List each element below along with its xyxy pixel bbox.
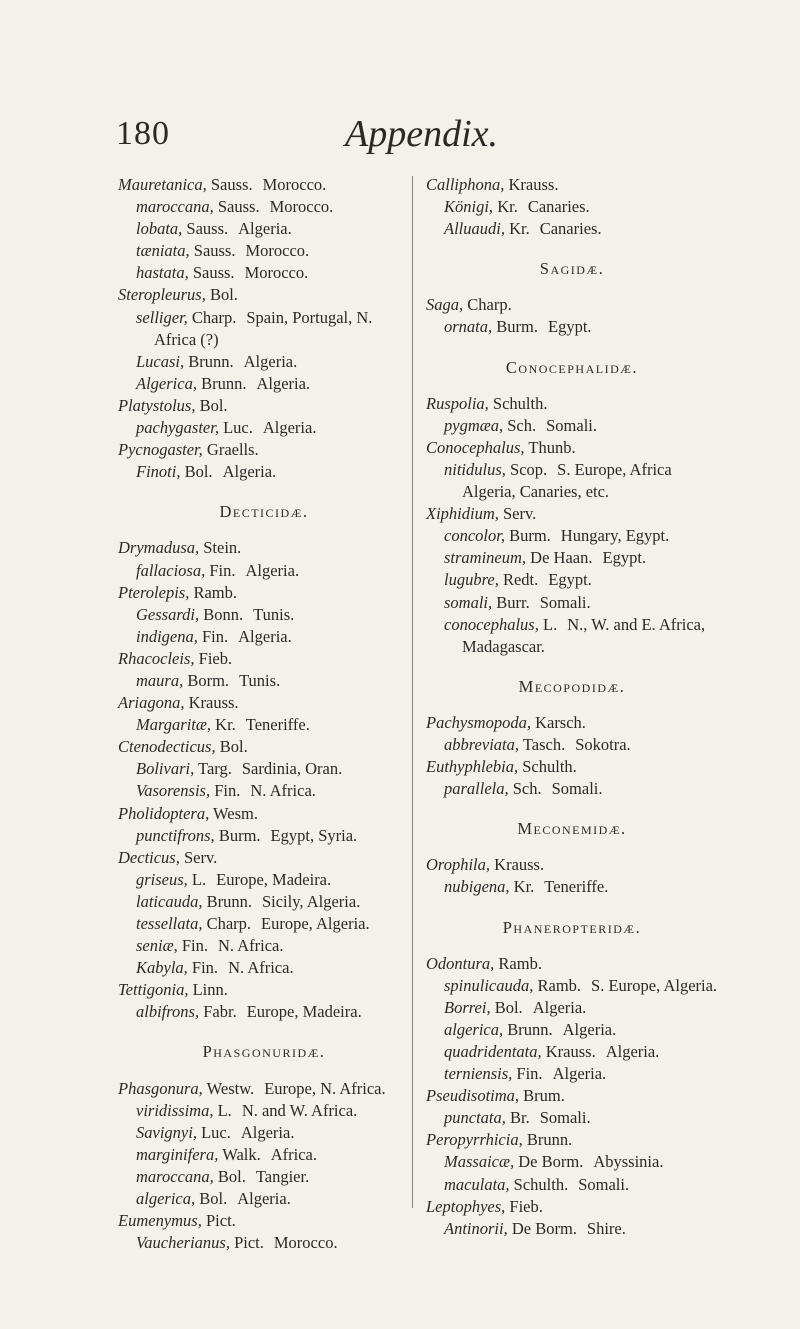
- taxon-author: Wesm.: [213, 803, 258, 823]
- taxon-author: Tasch.: [522, 734, 566, 754]
- taxon-name: selliger,: [136, 307, 188, 327]
- taxon-author: Fin.: [516, 1064, 543, 1084]
- species-entry: [426, 734, 718, 756]
- species-entry: [426, 1019, 718, 1041]
- taxon-author: Serv.: [503, 504, 537, 524]
- species-entry: [118, 825, 410, 847]
- taxon-locality: N., W. and E. Africa, Madagascar.: [462, 614, 706, 656]
- taxon-author: Pict.: [234, 1233, 264, 1253]
- species-entry: [426, 196, 718, 218]
- genus-entry: [426, 1085, 718, 1107]
- species-entry: [426, 1151, 718, 1173]
- species-entry: [426, 1063, 718, 1085]
- taxon-locality: Europe, Madeira.: [246, 1002, 362, 1022]
- taxon-locality: Europe, Algeria.: [261, 914, 370, 933]
- taxon-name: Orophila,: [426, 855, 491, 875]
- taxon-author: Bol.: [199, 1189, 228, 1209]
- genus-entry: [118, 979, 410, 1001]
- taxon-name: Ruspolia,: [426, 393, 489, 413]
- taxon-author: Fieb.: [509, 1196, 543, 1216]
- taxon-name: Drymadusa,: [118, 538, 200, 558]
- taxon-author: Fieb.: [198, 648, 233, 668]
- taxon-author: Brunn.: [526, 1130, 573, 1150]
- species-entry: [426, 997, 718, 1019]
- family-heading: Decticidæ.: [219, 502, 309, 522]
- species-entry: [118, 780, 410, 802]
- species-entry: [118, 670, 410, 692]
- taxon-author: Brunn.: [206, 891, 252, 911]
- taxon-name: Savignyi,: [136, 1122, 197, 1142]
- taxon-author: Bol.: [219, 737, 248, 757]
- taxon-locality: Sokotra.: [575, 734, 631, 754]
- species-entry: [118, 869, 410, 891]
- taxon-name: abbreviata,: [444, 734, 519, 754]
- species-entry: [118, 758, 410, 780]
- left-column: [118, 174, 410, 1254]
- taxon-locality: Egypt.: [548, 570, 592, 590]
- species-entry: [118, 626, 410, 648]
- species-entry: [426, 592, 718, 614]
- taxon-locality: Teneriffe.: [245, 715, 310, 735]
- taxon-author: Fin.: [202, 626, 229, 646]
- taxon-author: Schulth.: [513, 1174, 569, 1194]
- taxon-author: Walk.: [222, 1144, 261, 1164]
- taxon-name: stramineum,: [444, 548, 527, 568]
- taxon-name: hastata,: [136, 263, 189, 283]
- taxon-author: Krauss.: [494, 855, 545, 875]
- taxon-author: Sauss.: [192, 263, 235, 283]
- taxon-author: Kr.: [215, 715, 236, 735]
- taxon-locality: N. Africa.: [217, 936, 284, 956]
- taxon-locality: Somali.: [551, 779, 603, 799]
- taxon-author: Burm.: [218, 825, 261, 845]
- taxon-author: Targ.: [198, 759, 232, 779]
- taxon-locality: Algeria.: [245, 560, 300, 580]
- taxon-name: Alluaudi,: [444, 219, 505, 239]
- taxon-name: lobata,: [136, 219, 183, 239]
- taxon-locality: Somali.: [539, 1108, 591, 1128]
- taxon-name: Leptophyes,: [426, 1196, 506, 1216]
- taxon-locality: Teneriffe.: [544, 877, 609, 897]
- taxon-name: Calliphona,: [426, 175, 505, 194]
- taxon-locality: Algeria.: [238, 626, 292, 646]
- taxon-author: Graells.: [206, 440, 259, 460]
- taxon-author: Charp.: [191, 307, 237, 327]
- taxon-locality: N. Africa.: [250, 781, 316, 801]
- taxon-author: Thunb.: [528, 437, 576, 457]
- genus-entry: [426, 393, 718, 415]
- taxon-name: Ariagona,: [118, 693, 185, 713]
- species-entry: [426, 1174, 718, 1196]
- taxon-author: De Haan.: [530, 548, 593, 568]
- taxon-locality: Algeria.: [532, 997, 587, 1017]
- taxon-author: Bol.: [199, 395, 228, 415]
- taxon-locality: N. and W. Africa.: [241, 1100, 358, 1120]
- column-divider: [412, 176, 413, 1208]
- running-head: Appendix.: [345, 113, 499, 155]
- taxon-author: Sauss.: [186, 219, 229, 239]
- species-entry: [426, 547, 718, 569]
- taxon-locality: S. Europe, Algeria.: [591, 975, 718, 995]
- taxon-author: Pict.: [205, 1211, 236, 1231]
- taxon-author: Sauss.: [217, 197, 260, 217]
- species-entry: [426, 415, 718, 437]
- taxon-locality: Spain, Portugal, N. Africa (?): [154, 307, 373, 349]
- species-entry: [118, 1188, 410, 1210]
- genus-entry: [118, 1078, 410, 1100]
- taxon-locality: Somali.: [546, 415, 598, 435]
- species-entry: [118, 307, 410, 351]
- taxon-locality: Algeria.: [262, 418, 317, 438]
- taxon-name: viridissima,: [136, 1100, 214, 1120]
- taxon-author: Brunn.: [188, 351, 234, 371]
- taxon-locality: Morocco.: [273, 1233, 338, 1253]
- taxon-name: Pseudisotima,: [426, 1086, 520, 1106]
- taxon-name: spinulicauda,: [444, 975, 534, 995]
- taxon-name: Antinorii,: [444, 1218, 508, 1238]
- taxon-name: maroccana,: [136, 1166, 214, 1186]
- taxon-name: parallela,: [444, 779, 509, 799]
- taxon-name: Gessardi,: [136, 604, 200, 624]
- taxon-name: fallaciosa,: [136, 560, 206, 580]
- taxon-author: Krauss.: [188, 693, 239, 713]
- taxon-locality: Hungary, Egypt.: [560, 526, 670, 546]
- genus-entry: [426, 437, 718, 459]
- taxon-author: Krauss.: [545, 1042, 596, 1061]
- taxon-name: Margaritæ,: [136, 715, 212, 735]
- taxon-locality: Algeria.: [237, 1189, 291, 1209]
- taxon-name: Rhacocleis,: [118, 648, 195, 668]
- species-entry: [426, 1218, 718, 1240]
- taxon-author: Westw.: [206, 1078, 255, 1098]
- taxon-name: Algerica,: [136, 373, 197, 393]
- taxon-author: Scop.: [510, 459, 548, 479]
- taxon-author: Fin.: [181, 936, 208, 956]
- species-entry: [118, 1122, 410, 1144]
- taxon-name: Vasorensis,: [136, 781, 211, 801]
- species-entry: [426, 525, 718, 547]
- taxon-locality: Europe, N. Africa.: [264, 1078, 386, 1098]
- taxon-name: Tettigonia,: [118, 980, 189, 1000]
- taxon-locality: N. Africa.: [228, 958, 294, 978]
- genus-entry: [118, 582, 410, 604]
- taxon-locality: Abyssinia.: [593, 1152, 664, 1172]
- species-entry: [118, 1100, 410, 1122]
- species-entry: [426, 316, 718, 338]
- right-column: [426, 174, 718, 1240]
- taxon-locality: Canaries.: [539, 219, 602, 239]
- genus-entry: [118, 736, 410, 758]
- taxon-name: Euthyphlebia,: [426, 757, 519, 777]
- taxon-name: Ctenodecticus,: [118, 737, 216, 757]
- taxon-locality: Morocco.: [244, 263, 309, 283]
- species-entry: [118, 604, 410, 626]
- taxon-locality: Tunis.: [253, 604, 295, 624]
- taxon-name: Finoti,: [136, 462, 181, 482]
- taxon-author: Ramb.: [498, 953, 542, 973]
- taxon-locality: Canaries.: [527, 197, 590, 217]
- genus-entry: [118, 395, 410, 417]
- taxon-locality: Tunis.: [239, 670, 281, 690]
- taxon-locality: Morocco.: [269, 197, 334, 217]
- taxon-name: Conocephalus,: [426, 437, 525, 457]
- taxon-name: Pachysmopoda,: [426, 712, 531, 732]
- species-entry: [118, 240, 410, 262]
- taxon-name: Phasgonura,: [118, 1078, 203, 1098]
- taxon-locality: Europe, Madeira.: [216, 869, 332, 889]
- species-entry: [426, 1107, 718, 1129]
- taxon-name: Saga,: [426, 295, 464, 315]
- taxon-name: quadridentata,: [444, 1042, 542, 1061]
- taxon-locality: Algeria.: [240, 1122, 295, 1142]
- taxon-author: Fin.: [214, 781, 241, 801]
- taxon-author: Burm.: [496, 317, 538, 337]
- taxon-name: albifrons,: [136, 1002, 200, 1022]
- taxon-author: Brunn.: [201, 373, 247, 393]
- taxon-name: Bolivari,: [136, 759, 195, 779]
- taxon-name: algerica,: [444, 1019, 504, 1039]
- species-entry: [118, 196, 410, 218]
- taxon-locality: Egypt, Syria.: [270, 825, 358, 845]
- taxon-name: griseus,: [136, 869, 188, 889]
- family-heading: Conocephalidæ.: [505, 357, 639, 377]
- taxon-name: laticauda,: [136, 891, 203, 911]
- taxon-name: Steropleurus,: [118, 285, 206, 305]
- taxon-author: L.: [191, 869, 207, 889]
- genus-entry: [426, 174, 718, 196]
- taxon-author: Bonn.: [203, 604, 244, 624]
- taxon-name: Platystolus,: [118, 395, 196, 415]
- taxon-locality: Sardinia, Oran.: [241, 759, 343, 779]
- taxon-author: Burm.: [509, 526, 551, 546]
- genus-entry: [426, 712, 718, 734]
- species-entry: [118, 1166, 410, 1188]
- taxon-author: Fin.: [191, 958, 219, 978]
- species-entry: [426, 778, 718, 800]
- taxon-name: punctata,: [444, 1108, 506, 1128]
- taxon-author: Stein.: [203, 538, 242, 558]
- taxon-locality: Egypt.: [547, 317, 592, 337]
- taxon-author: De Borm.: [518, 1152, 584, 1172]
- species-entry: [118, 262, 410, 284]
- taxon-author: De Borm.: [511, 1218, 577, 1238]
- genus-entry: [118, 174, 410, 196]
- taxon-author: Serv.: [183, 847, 218, 867]
- taxon-name: concolor,: [444, 526, 505, 546]
- species-entry: [118, 935, 410, 957]
- species-entry: [118, 1001, 410, 1023]
- taxon-author: Ramb.: [537, 975, 582, 995]
- taxon-author: Bol.: [217, 1166, 246, 1186]
- family-heading: Phasgonuridæ.: [202, 1042, 326, 1062]
- taxon-locality: Morocco.: [262, 175, 327, 194]
- genus-entry: [118, 284, 410, 306]
- taxon-name: maura,: [136, 670, 184, 690]
- species-entry: [118, 714, 410, 736]
- species-entry: [426, 614, 718, 658]
- taxon-locality: Sicily, Algeria.: [261, 891, 361, 911]
- genus-entry: [426, 854, 718, 876]
- species-entry: [118, 1144, 410, 1166]
- taxon-name: Decticus,: [118, 847, 180, 867]
- taxon-name: seniæ,: [136, 936, 178, 956]
- species-entry: [118, 1232, 410, 1254]
- taxon-name: Königi,: [444, 197, 494, 217]
- taxon-name: Pholidoptera,: [118, 803, 210, 823]
- taxon-name: Kabyla,: [136, 958, 188, 978]
- taxon-locality: Algeria.: [256, 373, 311, 393]
- taxon-name: Pycnogaster,: [118, 440, 203, 460]
- taxon-name: lugubre,: [444, 570, 499, 590]
- taxon-locality: Somali.: [539, 592, 591, 612]
- family-heading: Phaneropteridæ.: [502, 917, 642, 937]
- taxon-author: Luc.: [201, 1122, 231, 1142]
- species-entry: [118, 417, 410, 439]
- taxon-name: marginifera,: [136, 1144, 219, 1164]
- genus-entry: [426, 503, 718, 525]
- species-entry: [118, 913, 410, 935]
- taxon-name: conocephalus,: [444, 614, 539, 634]
- taxon-locality: Algeria.: [562, 1019, 617, 1039]
- taxon-name: somali,: [444, 592, 493, 612]
- taxon-name: Massaicæ,: [444, 1152, 515, 1172]
- taxon-locality: Tangier.: [255, 1166, 310, 1186]
- genus-entry: [118, 648, 410, 670]
- taxon-author: L.: [217, 1100, 232, 1120]
- genus-entry: [118, 803, 410, 825]
- taxon-name: Odontura,: [426, 953, 495, 973]
- taxon-locality: Egypt.: [602, 548, 647, 568]
- taxon-name: Eumenymus,: [118, 1211, 202, 1231]
- taxon-author: Burr.: [496, 592, 530, 612]
- species-entry: [426, 975, 718, 997]
- species-entry: [426, 459, 718, 503]
- species-entry: [118, 373, 410, 395]
- taxon-locality: Africa.: [270, 1144, 317, 1164]
- taxon-author: Fin.: [209, 560, 236, 580]
- species-entry: [118, 218, 410, 240]
- taxon-locality: Algeria.: [222, 462, 277, 482]
- genus-entry: [426, 756, 718, 778]
- taxon-author: Krauss.: [508, 175, 559, 194]
- taxon-author: Luc.: [223, 418, 253, 438]
- page-number: 180: [116, 115, 170, 152]
- species-entry: [118, 461, 410, 483]
- taxon-name: Lucasi,: [136, 351, 185, 371]
- species-entry: [118, 891, 410, 913]
- taxon-name: nitidulus,: [444, 459, 506, 479]
- taxon-name: indigena,: [136, 626, 198, 646]
- genus-entry: [118, 537, 410, 559]
- taxon-locality: Shire.: [586, 1218, 626, 1238]
- taxon-name: ornata,: [444, 317, 493, 337]
- taxon-name: algerica,: [136, 1189, 196, 1209]
- taxon-author: Borm.: [187, 670, 230, 690]
- taxon-author: Redt.: [502, 570, 539, 590]
- taxon-name: tæniata,: [136, 241, 190, 261]
- taxon-author: Sauss.: [210, 175, 253, 194]
- taxon-author: Brum.: [523, 1086, 565, 1106]
- species-entry: [426, 218, 718, 240]
- taxon-name: Xiphidium,: [426, 504, 499, 524]
- taxon-name: Vaucherianus,: [136, 1233, 230, 1253]
- taxon-name: Peropyrrhicia,: [426, 1130, 523, 1150]
- genus-entry: [118, 1210, 410, 1232]
- species-entry: [118, 560, 410, 582]
- family-heading: Sagidæ.: [539, 259, 605, 279]
- taxon-name: terniensis,: [444, 1064, 513, 1084]
- genus-entry: [426, 1196, 718, 1218]
- taxon-author: Br.: [510, 1108, 530, 1128]
- genus-entry: [426, 1129, 718, 1151]
- taxon-name: punctifrons,: [136, 825, 215, 845]
- taxon-locality: Morocco.: [245, 241, 310, 261]
- taxon-author: Kr.: [513, 877, 535, 897]
- taxon-author: Sch.: [512, 779, 542, 799]
- taxon-author: Bol.: [494, 997, 523, 1017]
- species-entry: [118, 957, 410, 979]
- taxon-author: Fabr.: [203, 1002, 237, 1022]
- taxon-author: Sauss.: [193, 241, 236, 261]
- taxon-author: Charp.: [206, 914, 252, 933]
- taxon-author: Sch.: [507, 415, 537, 435]
- taxon-author: Schulth.: [492, 393, 548, 413]
- taxon-locality: S. Europe, Africa Algeria, Canaries, etc.: [462, 459, 672, 502]
- taxon-name: maroccana,: [136, 197, 214, 217]
- genus-entry: [118, 439, 410, 461]
- taxon-author: Kr.: [509, 219, 530, 239]
- taxon-locality: Somali.: [578, 1174, 630, 1194]
- species-entry: [118, 351, 410, 373]
- taxon-name: nubigena,: [444, 877, 510, 897]
- taxon-locality: Algeria.: [605, 1042, 660, 1061]
- taxon-locality: Algeria.: [552, 1064, 607, 1084]
- taxon-author: Karsch.: [535, 712, 586, 732]
- genus-entry: [426, 953, 718, 975]
- taxon-name: Borrei,: [444, 997, 491, 1017]
- taxon-author: Brunn.: [507, 1019, 553, 1039]
- taxon-author: Bol.: [209, 285, 238, 305]
- species-entry: [426, 569, 718, 591]
- taxon-locality: Algeria.: [238, 219, 292, 239]
- taxon-author: Kr.: [497, 197, 518, 217]
- taxon-name: tessellata,: [136, 914, 203, 933]
- taxon-locality: Algeria.: [243, 351, 298, 371]
- family-heading: Mecopodidæ.: [518, 676, 626, 696]
- taxon-name: pygmæa,: [444, 415, 504, 435]
- taxon-author: Charp.: [467, 295, 512, 315]
- taxon-author: L.: [542, 614, 558, 634]
- species-entry: [426, 876, 718, 898]
- taxon-name: Pterolepis,: [118, 582, 190, 602]
- taxon-name: maculata,: [444, 1174, 510, 1194]
- genus-entry: [426, 294, 718, 316]
- taxon-name: Mauretanica,: [118, 175, 207, 194]
- family-heading: Meconemidæ.: [517, 819, 627, 839]
- species-entry: [426, 1041, 718, 1063]
- genus-entry: [118, 692, 410, 714]
- taxon-author: Ramb.: [193, 582, 238, 602]
- taxon-author: Linn.: [192, 980, 228, 1000]
- genus-entry: [118, 847, 410, 869]
- taxon-author: Bol.: [184, 462, 213, 482]
- taxon-name: pachygaster,: [136, 418, 219, 438]
- taxon-author: Schulth.: [522, 757, 577, 777]
